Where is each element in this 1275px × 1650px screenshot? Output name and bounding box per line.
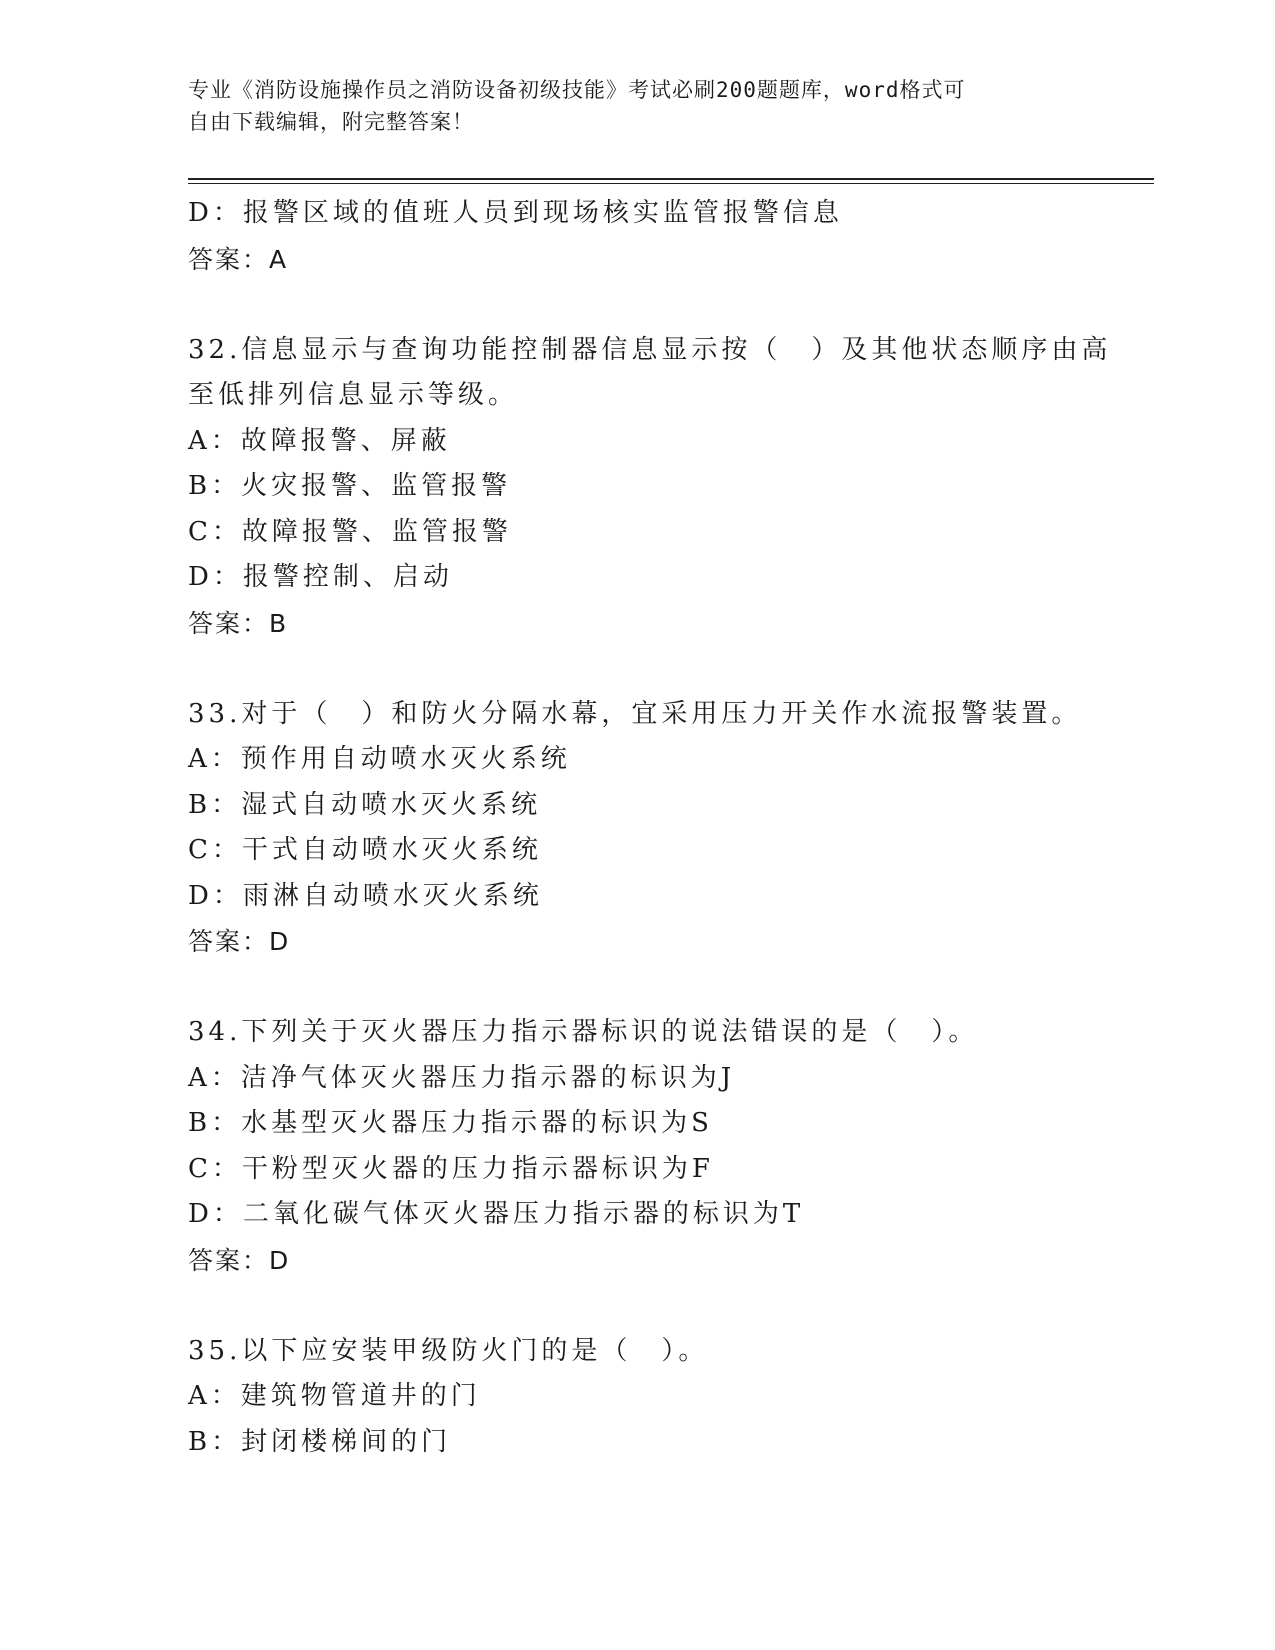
option-a: A：故障报警、屏蔽 bbox=[188, 425, 451, 456]
option-d: D：报警区域的值班人员到现场核实监管报警信息 bbox=[188, 198, 843, 228]
answer: 答案：D bbox=[188, 1245, 291, 1275]
spacer bbox=[188, 965, 1088, 1011]
question-35 bbox=[188, 1329, 1088, 1466]
option-c: C：干粉型灭火器的压力指示器标识为F bbox=[188, 1153, 714, 1184]
header-divider bbox=[188, 178, 1154, 180]
question-stem: 34.下列关于灭火器压力指示器标识的说法错误的是（ ）。 bbox=[188, 1017, 979, 1047]
document-header bbox=[188, 74, 1088, 138]
option-b: B：封闭楼梯间的门 bbox=[188, 1426, 452, 1457]
question-33 bbox=[188, 692, 1088, 965]
option-c: C：干式自动喷水灭火系统 bbox=[188, 835, 542, 865]
option-b: B：湿式自动喷水灭火系统 bbox=[188, 789, 542, 820]
header-line-1: 专业《消防设施操作员之消防设备初级技能》考试必刷200题题库，word格式可 bbox=[188, 78, 966, 102]
option-a: A：建筑物管道井的门 bbox=[188, 1381, 481, 1411]
header-divider-thin bbox=[188, 183, 1154, 184]
answer: 答案：B bbox=[188, 608, 289, 638]
question-list bbox=[188, 191, 1112, 1465]
option-a: A：洁净气体灭火器压力指示器的标识为J bbox=[188, 1062, 736, 1093]
question-34 bbox=[188, 1010, 1088, 1283]
option-d: D：报警控制、启动 bbox=[188, 562, 453, 592]
question-31-tail bbox=[188, 191, 1088, 282]
question-stem: 33.对于（ ）和防火分隔水幕，宜采用压力开关作水流报警装置。 bbox=[188, 698, 1082, 729]
question-32 bbox=[188, 328, 1112, 647]
option-c: C：故障报警、监管报警 bbox=[188, 516, 512, 547]
question-stem: 35.以下应安装甲级防火门的是（ ）。 bbox=[188, 1335, 709, 1366]
spacer bbox=[188, 646, 1088, 692]
header-line-2: 自由下载编辑，附完整答案！ bbox=[188, 110, 474, 134]
option-a: A：预作用自动喷水灭火系统 bbox=[188, 744, 571, 774]
answer: 答案：A bbox=[188, 244, 289, 274]
question-stem: 32.信息显示与查询功能控制器信息显示按（ ）及其他状态顺序由高 bbox=[188, 334, 1112, 365]
option-b: B：水基型灭火器压力指示器的标识为S bbox=[188, 1108, 713, 1138]
answer: 答案：D bbox=[188, 927, 291, 956]
option-d: D：二氧化碳气体灭火器压力指示器的标识为T bbox=[188, 1199, 805, 1229]
spacer bbox=[188, 282, 1088, 328]
option-d: D：雨淋自动喷水灭火系统 bbox=[188, 880, 543, 911]
question-stem-continued: 至低排列信息显示等级。 bbox=[188, 380, 519, 410]
option-b: B：火灾报警、监管报警 bbox=[188, 471, 512, 501]
spacer bbox=[188, 1283, 1088, 1329]
